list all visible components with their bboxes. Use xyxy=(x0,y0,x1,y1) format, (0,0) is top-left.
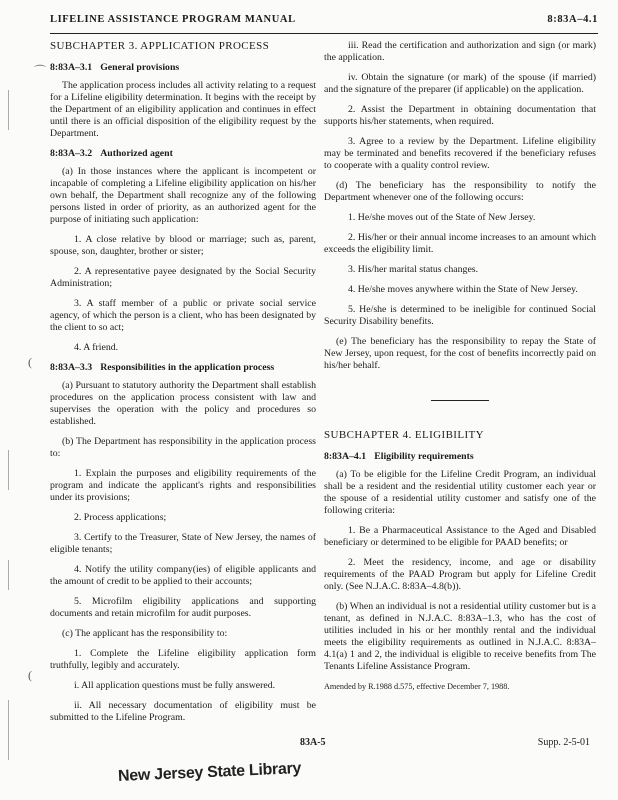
list-item: 3. A staff member of a public or private social service agency, of which the person is a client, who has been designated by the client to so act; xyxy=(50,298,316,333)
list-item: 5. He/she is determined to be ineligible for continued Social Security Disability benefits. xyxy=(324,304,596,327)
paragraph: (b) When an individual is not a residential utility customer but is a tenant, as defined in N.J.A.C. 8:83A–1.3, who has the cost of utilities included in his or her monthly rental and the individual meets the eligibility requirements as outlined in N.J.A.C. 8:83A–4.1(a) 1 and 2, the individual is eligible to receive benefits from The Tenants Lifeline Assistance Program. xyxy=(324,601,596,672)
list-item: 2. A representative payee designated by the Social Security Administration; xyxy=(50,266,316,289)
list-item: 1. He/she moves out of the State of New Jersey. xyxy=(348,212,536,223)
margin-line xyxy=(8,450,9,490)
section-title: Authorized agent xyxy=(100,148,173,159)
page-number: 83A-5 xyxy=(300,737,326,748)
list-item: 2. His/her or their annual income increases to an amount which exceeds the eligibility limit. xyxy=(324,232,596,255)
supplement-date: Supp. 2-5-01 xyxy=(537,737,590,748)
subchapter-heading: SUBCHAPTER 4. ELIGIBILITY xyxy=(324,429,485,441)
margin-bracket-mark: ( xyxy=(28,668,32,682)
running-header-title: LIFELINE ASSISTANCE PROGRAM MANUAL xyxy=(50,14,296,25)
paragraph: (c) The applicant has the responsibility to: xyxy=(62,628,228,639)
section-number: 8:83A–3.2 xyxy=(50,148,93,159)
list-item: 3. His/her marital status changes. xyxy=(348,264,479,275)
paragraph: The application process includes all activity relating to a request for a Lifeline eligibility determination. It begins with the receipt by the Department of an eligibility application and continues in effect until there is an official disposition of the eligibility request by the Department. xyxy=(50,80,316,139)
list-item: iv. Obtain the signature (or mark) of the spouse (if married) and the signature of the preparer (if applicable) on the application. xyxy=(324,72,596,95)
list-item: ii. All necessary documentation of eligibility must be submitted to the Lifeline Program. xyxy=(50,700,316,723)
list-item: 1. A close relative by blood or marriage; such as, parent, spouse, son, daughter, brother or sister; xyxy=(50,234,316,257)
list-item: 2. Meet the residency, income, and age or disability requirements of the PAAD Program but apply for Lifeline Credit only. (See N.J.A.C. 8:83A–4.8(b)). xyxy=(324,557,596,592)
margin-bracket-mark: ⌒ xyxy=(34,64,47,78)
section-divider xyxy=(431,400,489,401)
list-item: 1. Complete the Lifeline eligibility application form truthfully, legibly and accurately. xyxy=(50,648,316,671)
list-item: i. All application questions must be fully answered. xyxy=(74,680,276,691)
margin-bracket-mark: ( xyxy=(28,355,32,369)
paragraph: (d) The beneficiary has the responsibility to notify the Department whenever one of the following occurs: xyxy=(324,180,596,203)
subchapter-heading: SUBCHAPTER 3. APPLICATION PROCESS xyxy=(50,40,270,52)
section-number: 8:83A–4.1 xyxy=(324,451,367,462)
list-item: 4. Notify the utility company(ies) of eligible applicants and the amount of credit to be applied to their accounts; xyxy=(50,564,316,587)
list-item: 4. A friend. xyxy=(74,342,119,353)
list-item: 1. Be a Pharmaceutical Assistance to the Aged and Disabled beneficiary or determined to be eligible for PAAD benefits; or xyxy=(324,525,596,548)
header-rule xyxy=(50,33,598,34)
list-item: iii. Read the certification and authorization and sign (or mark) the application. xyxy=(324,40,596,63)
section-number: 8:83A–3.1 xyxy=(50,62,93,73)
list-item: 2. Process applications; xyxy=(74,512,167,523)
section-title: Eligibility requirements xyxy=(374,451,474,462)
paragraph: (b) The Department has responsibility in the application process to: xyxy=(50,436,316,459)
list-item: 5. Microfilm eligibility applications and supporting documents and retain microfilm for audit purposes. xyxy=(50,596,316,619)
left-column xyxy=(50,40,316,732)
section-heading xyxy=(50,62,316,74)
list-item: 3. Agree to a review by the Department. Lifeline eligibility may be terminated and benefits recovered if the beneficiary refuses to cooperate with a quality control review. xyxy=(324,136,596,171)
section-heading xyxy=(50,362,316,374)
paragraph: (a) To be eligible for the Lifeline Credit Program, an individual shall be a resident and the residential utility customer each year or the spouse of a residential utility customer and satisfy one of the following criteria: xyxy=(324,469,596,516)
margin-line xyxy=(8,90,9,130)
margin-line xyxy=(8,560,9,590)
section-title: General provisions xyxy=(100,62,180,73)
list-item: 2. Assist the Department in obtaining documentation that supports his/her statements, when required. xyxy=(324,104,596,127)
right-column xyxy=(324,40,596,701)
paragraph: (e) The beneficiary has the responsibility to repay the State of New Jersey, upon request, for the cost of benefits incorrectly paid on his/her behalf. xyxy=(324,336,596,371)
list-item: 4. He/she moves anywhere within the State of New Jersey. xyxy=(348,284,578,295)
amendment-note: Amended by R.1988 d.575, effective December 7, 1988. xyxy=(324,682,510,691)
section-heading xyxy=(50,148,316,160)
margin-line xyxy=(8,700,9,760)
paragraph: (a) Pursuant to statutory authority the Department shall establish procedures on the application process consistent with law and supervises the operation with the policy and procedures so established. xyxy=(50,380,316,427)
section-heading xyxy=(324,451,596,463)
library-stamp: New Jersey State Library xyxy=(117,760,302,785)
list-item: 1. Explain the purposes and eligibility requirements of the program and indicate the applicant's rights and responsibilities under its provisions; xyxy=(50,468,316,503)
paragraph: (a) In those instances where the applicant is incompetent or incapable of completing a Lifeline eligibility application on his/her own behalf, the Department shall recognize any of the following persons listed in order of priority, as an authorized agent for the purpose of initiating such application: xyxy=(50,166,316,225)
list-item: 3. Certify to the Treasurer, State of New Jersey, the names of eligible tenants; xyxy=(50,532,316,555)
section-number: 8:83A–3.3 xyxy=(50,362,93,373)
running-header-section: 8:83A–4.1 xyxy=(547,14,598,25)
section-title: Responsibilities in the application process xyxy=(100,362,275,373)
